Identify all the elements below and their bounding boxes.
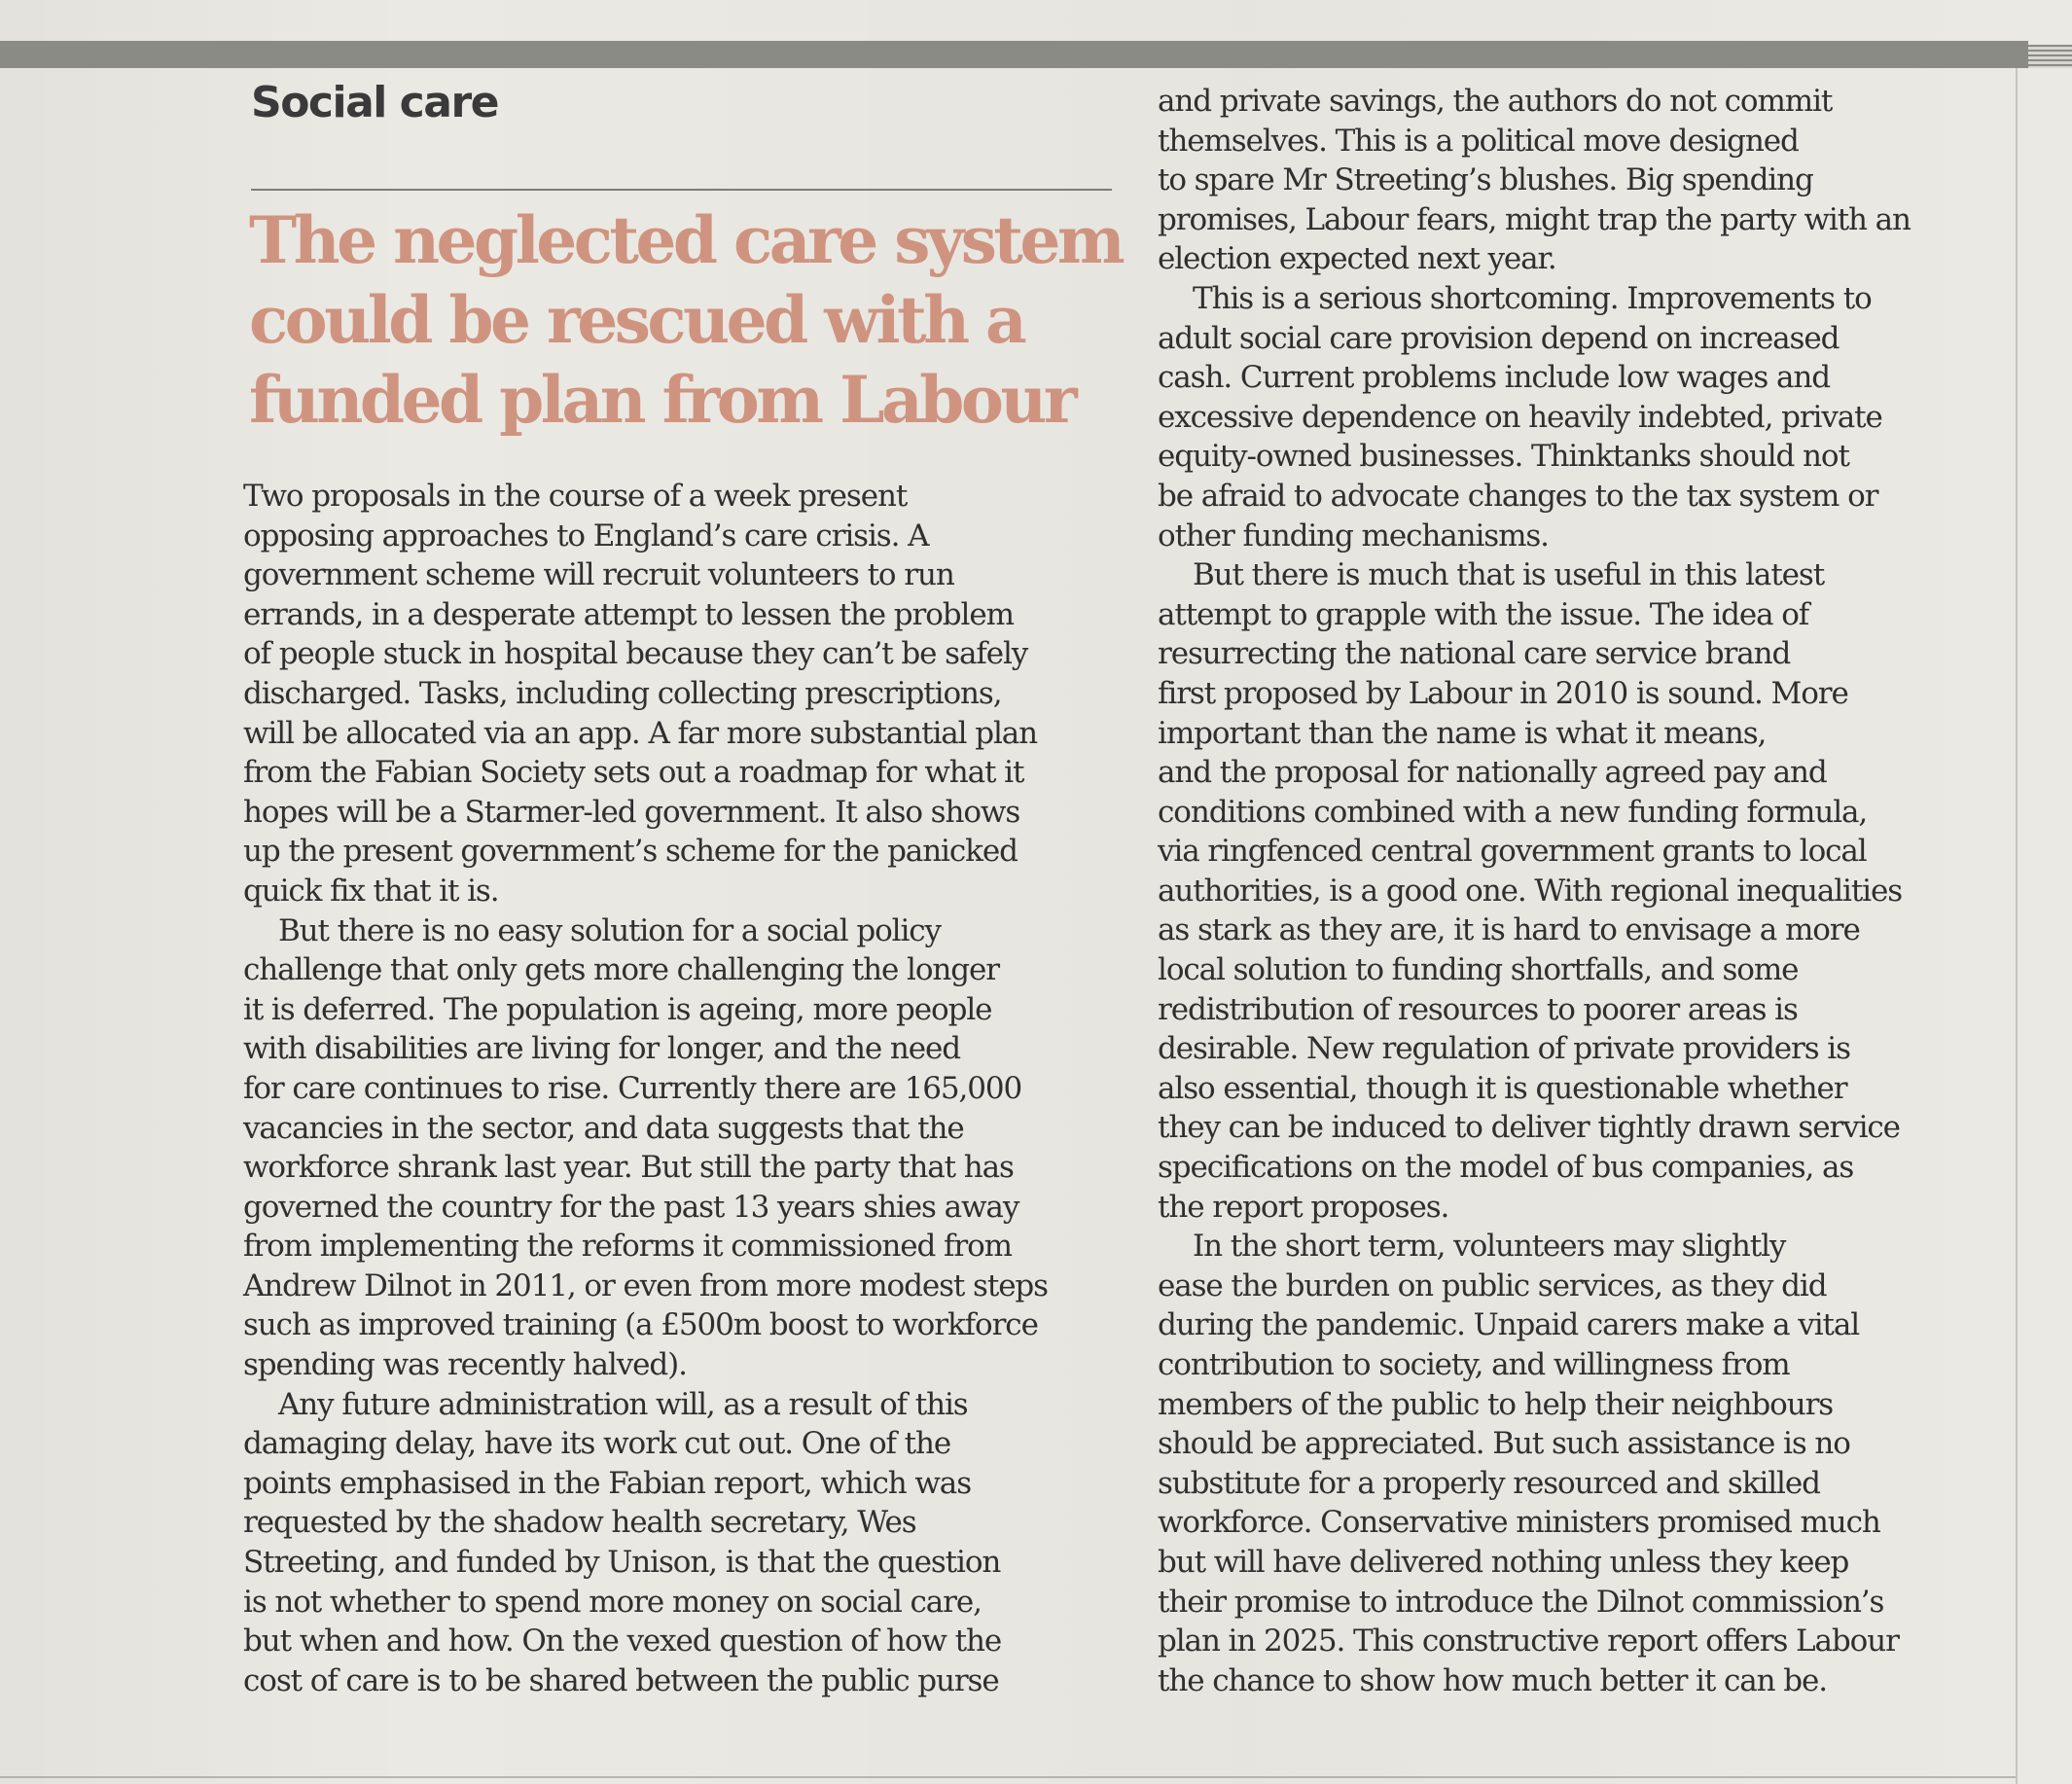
article-line: government scheme will recruit volunteers to run [243, 557, 954, 593]
headline [249, 200, 1125, 440]
article-line: first proposed by Labour in 2010 is sound. More [1158, 675, 1848, 711]
top-rule-edge [2028, 45, 2072, 68]
article-line: themselves. This is a political move designed [1158, 123, 1799, 159]
article-line: authorities, is a good one. With regional inequalities [1158, 873, 1903, 909]
headline-line: could be rescued with a [249, 282, 1024, 358]
article-line: their promise to introduce the Dilnot commission’s [1158, 1584, 1884, 1620]
article-line: Streeting, and funded by Unison, is that the question [243, 1545, 1001, 1581]
article-line: such as improved training (a £500m boost to workforce [243, 1307, 1038, 1343]
article-line: for care continues to rise. Currently there are 165,000 [243, 1070, 1022, 1106]
article-line: from implementing the reforms it commissioned from [243, 1229, 1012, 1265]
article-line: but will have delivered nothing unless they keep [1158, 1544, 1849, 1580]
article-line: and private savings, the authors do not commit [1158, 84, 1833, 119]
article-line: plan in 2025. This constructive report offers Labour [1158, 1623, 1899, 1659]
article-line: Andrew Dilnot in 2011, or even from more modest steps [243, 1267, 1048, 1303]
article-line: adult social care provision depend on increased [1158, 320, 1840, 356]
article-line: In the short term, volunteers may slightly [1193, 1229, 1786, 1265]
article-line: cost of care is to be shared between the public purse [243, 1662, 999, 1698]
article-line: discharged. Tasks, including collecting prescriptions, [243, 675, 1002, 711]
article-line: equity-owned businesses. Thinktanks should not [1158, 439, 1849, 475]
article-line: quick fix that it is. [243, 873, 499, 909]
article-line: members of the public to help their neighbours [1158, 1386, 1834, 1422]
headline-line: The neglected care system [249, 202, 1123, 278]
article-column-left [243, 477, 1119, 1700]
article-line: will be allocated via an app. A far more substantial plan [243, 715, 1038, 751]
article-line: attempt to grapple with the issue. The idea of [1158, 596, 1809, 632]
article-line: via ringfenced central government grants to local [1158, 834, 1867, 870]
article-line: but when and how. On the vexed question of how the [243, 1623, 1002, 1659]
article-line: other funding mechanisms. [1158, 517, 1549, 553]
article-line: vacancies in the sector, and data suggests that the [243, 1110, 964, 1146]
article-line: workforce. Conservative ministers promised much [1158, 1505, 1880, 1541]
article-line: redistribution of resources to poorer areas is [1158, 991, 1798, 1027]
article-line: excessive dependence on heavily indebted, private [1158, 399, 1882, 435]
article-line: local solution to funding shortfalls, and some [1158, 952, 1799, 988]
article-line: they can be induced to deliver tightly drawn service [1158, 1110, 1900, 1146]
article-line: to spare Mr Streeting’s blushes. Big spending [1158, 162, 1813, 198]
article-line: resurrecting the national care service brand [1158, 636, 1791, 672]
article-line: governed the country for the past 13 years shies away [243, 1189, 1019, 1225]
article-line: of people stuck in hospital because they can’t be safely [243, 636, 1028, 672]
article-line: is not whether to spend more money on social care, [243, 1584, 982, 1620]
article-line: from the Fabian Society sets out a roadmap for what it [243, 755, 1024, 791]
section-rule [251, 189, 1112, 191]
article-line: points emphasised in the Fabian report, which was [243, 1465, 971, 1501]
article-line: with disabilities are living for longer, and the need [243, 1031, 960, 1067]
article-line: promises, Labour fears, might trap the party with an [1158, 201, 1911, 237]
article-line: But there is no easy solution for a social policy [278, 912, 941, 948]
article-line: cash. Current problems include low wages and [1158, 360, 1830, 396]
article-line: should be appreciated. But such assistance is no [1158, 1426, 1850, 1462]
bottom-rule [0, 1776, 2016, 1778]
article-line: specifications on the model of bus companies, as [1158, 1150, 1854, 1186]
article-line: also essential, though it is questionable whether [1158, 1070, 1847, 1106]
article-line: election expected next year. [1158, 241, 1556, 277]
article-line: the report proposes. [1158, 1189, 1449, 1225]
article-line: errands, in a desperate attempt to lessen the problem [243, 596, 1014, 632]
article-line: and the proposal for nationally agreed pay and [1158, 755, 1827, 791]
article-line: desirable. New regulation of private providers is [1158, 1031, 1850, 1067]
article-line: Two proposals in the course of a week present [243, 479, 908, 514]
article-line: workforce shrank last year. But still the party that has [243, 1150, 1014, 1186]
article-line: substitute for a properly resourced and skilled [1158, 1465, 1820, 1501]
article-column-right [1158, 82, 2014, 1700]
article-line: Any future administration will, as a result of this [278, 1386, 968, 1422]
column-edge [2016, 68, 2018, 1784]
article-line: spending was recently halved). [243, 1347, 687, 1383]
article-line: requested by the shadow health secretary, Wes [243, 1505, 916, 1541]
article-line: as stark as they are, it is hard to envisage a more [1158, 912, 1860, 948]
article-line: important than the name is what it means, [1158, 715, 1767, 751]
article-line: damaging delay, have its work cut out. One of the [243, 1426, 951, 1462]
article-line: This is a serious shortcoming. Improvements to [1193, 280, 1872, 316]
headline-line: funded plan from Labour [249, 362, 1075, 438]
section-label: Social care [251, 78, 498, 127]
article-line: contribution to society, and willingness from [1158, 1347, 1790, 1382]
article-line: ease the burden on public services, as they did [1158, 1267, 1827, 1303]
article-line: up the present government’s scheme for the panicked [243, 834, 1018, 870]
article-line: the chance to show how much better it can be. [1158, 1662, 1827, 1698]
article-line: conditions combined with a new funding formula, [1158, 794, 1868, 830]
article-line: challenge that only gets more challenging the longer [243, 952, 999, 988]
article-line: But there is much that is useful in this latest [1193, 557, 1825, 593]
top-rule [0, 41, 2028, 68]
article-line: opposing approaches to England’s care crisis. A [243, 517, 929, 553]
article-line: it is deferred. The population is ageing, more people [243, 991, 992, 1027]
article-line: during the pandemic. Unpaid carers make a vital [1158, 1307, 1860, 1343]
article-line: be afraid to advocate changes to the tax system or [1158, 478, 1878, 514]
article-line: hopes will be a Starmer-led government. It also shows [243, 794, 1020, 830]
